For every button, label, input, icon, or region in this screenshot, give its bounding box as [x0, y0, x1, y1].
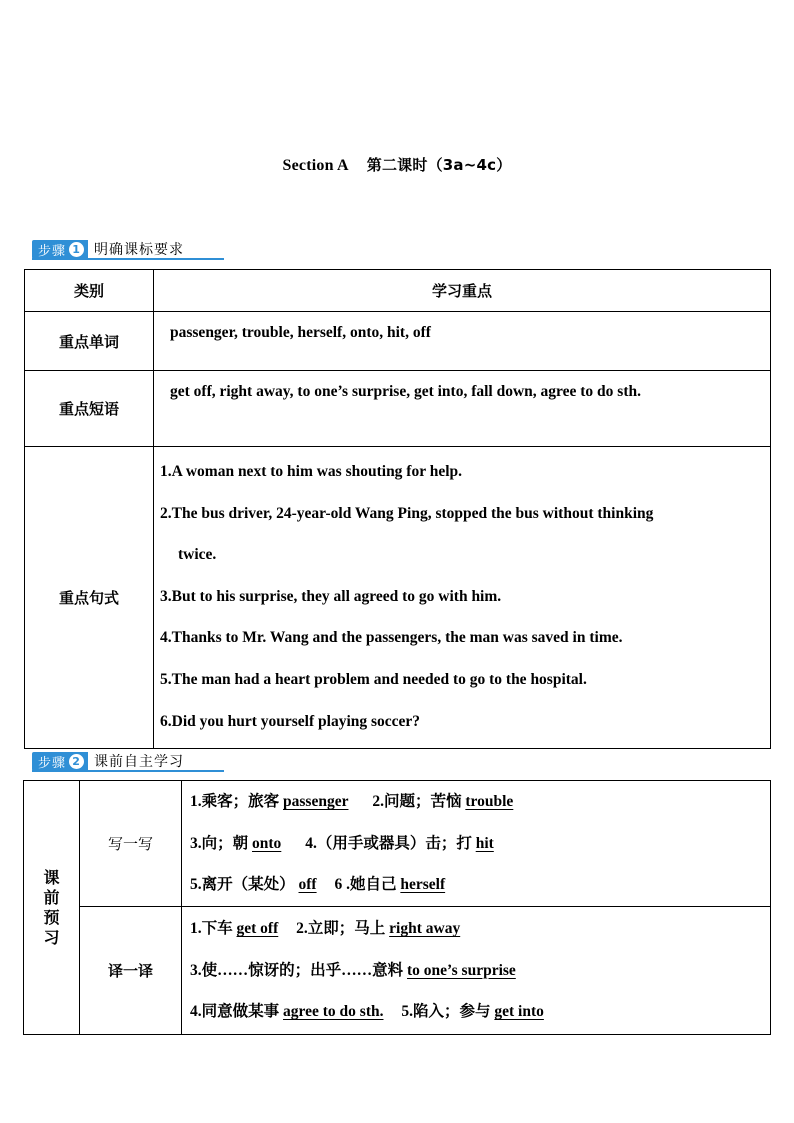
answer: off	[298, 876, 317, 894]
side-char: 前	[43, 887, 60, 907]
sentence-label: 重点句式	[25, 447, 154, 749]
translate-line-2	[190, 950, 762, 992]
prompt: 2.立即；马上	[296, 920, 386, 938]
prompt: 1.乘客；旅客	[190, 793, 280, 811]
sentence-item: 3.But to his surprise, they all agreed to go with him.	[160, 587, 502, 605]
prompt: 2.问题；苦恼	[372, 793, 462, 811]
sentence-row	[25, 447, 771, 749]
phrase-row	[25, 371, 771, 447]
step2-number-icon: 2	[69, 754, 84, 769]
sentence-item: 4.Thanks to Mr. Wang and the passengers, the man was saved in time.	[160, 629, 623, 647]
sentence-item: 6.Did you hurt yourself playing soccer?	[160, 712, 421, 730]
preview-side-label	[24, 781, 80, 1035]
answer: right away	[389, 920, 461, 938]
title-lesson: 第二课时（3a~4c）	[366, 156, 512, 174]
write-line-3	[190, 864, 762, 906]
translate-row	[24, 907, 771, 1035]
write-items	[182, 781, 771, 907]
page-title	[0, 154, 794, 175]
step1-badge	[32, 240, 88, 259]
answer: agree to do sth.	[283, 1003, 384, 1021]
step2-badge	[32, 752, 88, 771]
step1-header	[32, 239, 188, 259]
preview-table	[23, 780, 771, 1035]
prompt: 4.（用手或器具）击；打	[305, 834, 472, 852]
answer: herself	[400, 876, 446, 894]
side-char: 习	[43, 927, 60, 947]
sentence-list	[154, 447, 771, 749]
write-label: 写一写	[80, 781, 182, 907]
goals-header-row	[25, 270, 771, 312]
sentence-item: 5.The man had a heart problem and needed to go to the hospital.	[160, 670, 587, 688]
answer: hit	[475, 834, 494, 852]
answer: passenger	[283, 793, 349, 811]
step1-badge-label: 步骤	[38, 243, 67, 259]
prompt: 3.向；朝	[190, 834, 249, 852]
step1-number-icon: 1	[69, 242, 84, 257]
phrase-text: get off, right away, to one’s surprise, get into, fall down, agree to do sth.	[154, 371, 771, 447]
prompt: 6 .她自己	[334, 876, 397, 894]
step2-title: 课前自主学习	[94, 754, 185, 770]
step2-header	[32, 751, 188, 771]
sentence-item: 1.A woman next to him was shouting for help.	[160, 463, 463, 480]
side-char: 预	[43, 907, 60, 927]
answer: get into	[494, 1003, 544, 1021]
write-line-2	[190, 823, 762, 865]
translate-line-1	[190, 908, 762, 950]
prompt: 5.离开（某处）	[190, 876, 295, 894]
answer: to one’s surprise	[407, 961, 516, 979]
answer: trouble	[465, 793, 514, 811]
prompt: 4.同意做某事	[190, 1003, 280, 1021]
step1-title: 明确课标要求	[94, 242, 185, 258]
header-category: 类别	[25, 270, 154, 312]
step2-badge-label: 步骤	[38, 755, 67, 771]
prompt: 5.陷入；参与	[401, 1003, 491, 1021]
side-char: 课	[43, 867, 60, 887]
answer: get off	[236, 920, 279, 938]
sentence-item-continued: twice.	[178, 546, 217, 564]
step2-underline	[32, 770, 224, 772]
vocab-label: 重点单词	[25, 312, 154, 371]
sentence-item: 2.The bus driver, 24-year-old Wang Ping, stopped the bus without thinking	[160, 504, 654, 522]
answer: onto	[252, 834, 282, 852]
prompt: 3.使……惊讶的；出乎……意料	[190, 961, 404, 979]
prompt: 1.下车	[190, 920, 233, 938]
vocab-row	[25, 312, 771, 371]
translate-line-3	[190, 991, 762, 1033]
write-row	[24, 781, 771, 907]
translate-items	[182, 907, 771, 1035]
step1-underline	[32, 258, 224, 260]
title-section: Section A	[282, 157, 349, 174]
goals-table	[24, 269, 771, 749]
vocab-text: passenger, trouble, herself, onto, hit, off	[154, 312, 771, 371]
header-focus: 学习重点	[154, 270, 771, 312]
write-line-1	[190, 781, 762, 823]
translate-label: 译一译	[80, 907, 182, 1035]
phrase-label: 重点短语	[25, 371, 154, 447]
